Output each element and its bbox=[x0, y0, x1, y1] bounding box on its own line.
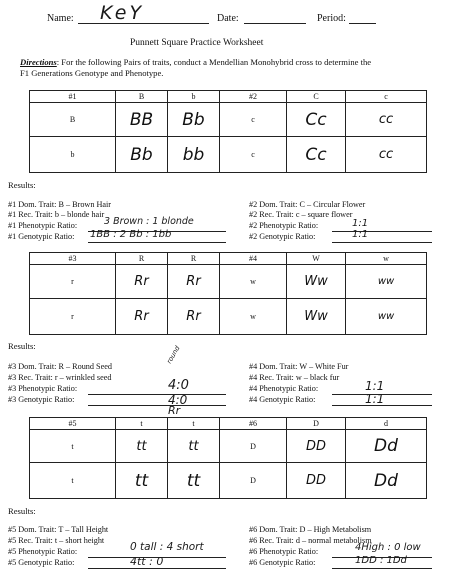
name-underline bbox=[78, 23, 209, 24]
genotype-cell[interactable]: tt bbox=[116, 430, 168, 463]
phenotypic-ratio-label: #3 Phenotypic Ratio: bbox=[8, 384, 78, 393]
phenotypic-ratio-label: #1 Phenotypic Ratio: bbox=[8, 221, 78, 230]
column-allele: b bbox=[168, 91, 220, 103]
genotypic-ratio-label: #1 Genotypic Ratio: bbox=[8, 232, 75, 241]
genotype-cell[interactable]: Bb bbox=[168, 103, 220, 137]
column-allele: C bbox=[287, 91, 346, 103]
genotype-cell[interactable]: Rr bbox=[168, 265, 220, 299]
genotype-cell[interactable]: DD bbox=[287, 430, 346, 463]
genotype-cell[interactable]: cc bbox=[346, 103, 427, 137]
column-allele: t bbox=[116, 418, 168, 430]
genotypic-ratio-label: #3 Genotypic Ratio: bbox=[8, 395, 75, 404]
genotype-cell[interactable]: Ww bbox=[287, 265, 346, 299]
punnett-square-block-1 bbox=[29, 90, 427, 173]
row-allele: t bbox=[30, 430, 116, 463]
square-number: #4 bbox=[220, 253, 287, 265]
genotypic-note: Rr bbox=[168, 404, 181, 417]
column-allele: R bbox=[168, 253, 220, 265]
directions-line1: : For the following Pairs of traits, conduct a Mendellian Monohybrid cross to determine the bbox=[56, 57, 372, 67]
date-underline[interactable] bbox=[244, 23, 306, 24]
genotypic-ratio-label: #4 Genotypic Ratio: bbox=[249, 395, 316, 404]
square-number: #3 bbox=[30, 253, 116, 265]
answer-line bbox=[332, 568, 432, 569]
rec-trait: #4 Rec. Trait: w – black fur bbox=[249, 373, 340, 382]
phenotypic-ratio-answer[interactable]: 3 Brown : 1 blonde bbox=[104, 216, 194, 227]
genotype-cell[interactable]: BB bbox=[116, 103, 168, 137]
genotype-cell[interactable]: tt bbox=[168, 463, 220, 499]
genotype-cell[interactable]: Bb bbox=[116, 137, 168, 173]
rec-trait: #5 Rec. Trait: t – short height bbox=[8, 536, 105, 545]
genotype-cell[interactable]: ww bbox=[346, 299, 427, 335]
answer-line bbox=[88, 242, 226, 243]
genotypic-ratio-label: #5 Genotypic Ratio: bbox=[8, 558, 75, 567]
phenotypic-ratio-label: #2 Phenotypic Ratio: bbox=[249, 221, 319, 230]
column-allele: w bbox=[346, 253, 427, 265]
name-label: Name: bbox=[47, 13, 74, 24]
column-allele: R bbox=[116, 253, 168, 265]
phenotypic-ratio-answer[interactable]: 0 tall : 4 short bbox=[130, 541, 204, 553]
phenotypic-ratio-answer[interactable]: 4:0 bbox=[168, 378, 189, 393]
results-label: Results: bbox=[8, 341, 36, 351]
row-allele: w bbox=[220, 265, 287, 299]
genotypic-ratio-answer[interactable]: 1BB : 2 Bb : 1bb bbox=[90, 229, 172, 240]
column-allele: B bbox=[116, 91, 168, 103]
row-allele: t bbox=[30, 463, 116, 499]
genotype-cell[interactable]: Ww bbox=[287, 299, 346, 335]
genotype-cell[interactable]: Cc bbox=[287, 137, 346, 173]
row-allele: B bbox=[30, 103, 116, 137]
punnett-square-block-3 bbox=[29, 417, 427, 499]
dom-trait: #1 Dom. Trait: B – Brown Hair bbox=[8, 200, 112, 209]
genotype-cell[interactable]: Rr bbox=[168, 299, 220, 335]
phenotypic-ratio-label: #4 Phenotypic Ratio: bbox=[249, 384, 319, 393]
name-value[interactable]: KeY bbox=[100, 2, 145, 24]
period-label: Period: bbox=[317, 13, 346, 24]
rec-trait: #3 Rec. Trait: r – wrinkled seed bbox=[8, 373, 112, 382]
rec-trait: #1 Rec. Trait: b – blonde hair bbox=[8, 210, 105, 219]
phenotypic-ratio-answer[interactable]: 1:1 bbox=[352, 218, 369, 229]
dom-trait: #5 Dom. Trait: T – Tall Height bbox=[8, 525, 109, 534]
answer-line bbox=[88, 405, 226, 406]
genotype-cell[interactable]: tt bbox=[168, 430, 220, 463]
row-allele: c bbox=[220, 103, 287, 137]
genotypic-ratio-answer[interactable]: 4tt : 0 bbox=[130, 555, 164, 568]
genotype-cell[interactable]: Dd bbox=[346, 463, 427, 499]
answer-line bbox=[332, 231, 432, 232]
genotypic-ratio-answer[interactable]: 1:1 bbox=[365, 392, 385, 406]
dom-trait: #2 Dom. Trait: C – Circular Flower bbox=[249, 200, 366, 209]
genotype-cell[interactable]: tt bbox=[116, 463, 168, 499]
phenotypic-ratio-answer[interactable]: 4High : 0 low bbox=[355, 542, 421, 553]
row-allele: r bbox=[30, 299, 116, 335]
square-number: #5 bbox=[30, 418, 116, 430]
square-number: #6 bbox=[220, 418, 287, 430]
column-allele: t bbox=[168, 418, 220, 430]
answer-line bbox=[88, 568, 226, 569]
results-label: Results: bbox=[8, 506, 36, 516]
genotype-cell[interactable]: ww bbox=[346, 265, 427, 299]
row-allele: b bbox=[30, 137, 116, 173]
phenotypic-ratio-answer[interactable]: 1:1 bbox=[365, 379, 385, 393]
row-allele: r bbox=[30, 265, 116, 299]
phenotypic-ratio-label: #6 Phenotypic Ratio: bbox=[249, 547, 319, 556]
dom-trait: #3 Dom. Trait: R – Round Seed bbox=[8, 362, 112, 371]
rec-trait: #6 Rec. Trait: d – normal metabolism bbox=[249, 536, 372, 545]
period-underline[interactable] bbox=[349, 23, 376, 24]
directions-line2: F1 Generations Genotype and Phenotype. bbox=[20, 68, 164, 78]
square-number: #2 bbox=[220, 91, 287, 103]
answer-line bbox=[88, 394, 226, 395]
row-allele: w bbox=[220, 299, 287, 335]
genotype-cell[interactable]: Rr bbox=[116, 299, 168, 335]
dom-trait: #6 Dom. Trait: D – High Metabolism bbox=[249, 525, 372, 534]
genotype-cell[interactable]: Rr bbox=[116, 265, 168, 299]
results-label: Results: bbox=[8, 180, 36, 190]
genotype-cell[interactable]: cc bbox=[346, 137, 427, 173]
column-allele: W bbox=[287, 253, 346, 265]
genotype-cell[interactable]: DD bbox=[287, 463, 346, 499]
genotype-cell[interactable]: Cc bbox=[287, 103, 346, 137]
square-number: #1 bbox=[30, 91, 116, 103]
row-allele: c bbox=[220, 137, 287, 173]
row-allele: D bbox=[220, 430, 287, 463]
genotypic-ratio-answer[interactable]: 1DD : 1Dd bbox=[355, 555, 407, 566]
directions-label: Directions bbox=[20, 57, 57, 67]
genotypic-ratio-answer[interactable]: 4:0 bbox=[168, 393, 188, 407]
genotypic-ratio-answer[interactable]: 1:1 bbox=[352, 229, 369, 240]
column-allele: D bbox=[287, 418, 346, 430]
worksheet-title: Punnett Square Practice Worksheet bbox=[130, 38, 264, 48]
genotype-cell[interactable]: Dd bbox=[346, 430, 427, 463]
phenotypic-ratio-label: #5 Phenotypic Ratio: bbox=[8, 547, 78, 556]
genotypic-ratio-label: #2 Genotypic Ratio: bbox=[249, 232, 316, 241]
column-allele: c bbox=[346, 91, 427, 103]
dom-trait: #4 Dom. Trait: W – White Fur bbox=[249, 362, 349, 371]
genotypic-ratio-label: #6 Genotypic Ratio: bbox=[249, 558, 316, 567]
row-allele: D bbox=[220, 463, 287, 499]
genotype-cell[interactable]: bb bbox=[168, 137, 220, 173]
answer-line bbox=[332, 242, 432, 243]
date-label: Date: bbox=[217, 13, 239, 24]
rec-trait: #2 Rec. Trait: c – square flower bbox=[249, 210, 353, 219]
column-allele: d bbox=[346, 418, 427, 430]
punnett-square-block-2 bbox=[29, 252, 427, 335]
handwritten-note: round bbox=[165, 344, 182, 365]
